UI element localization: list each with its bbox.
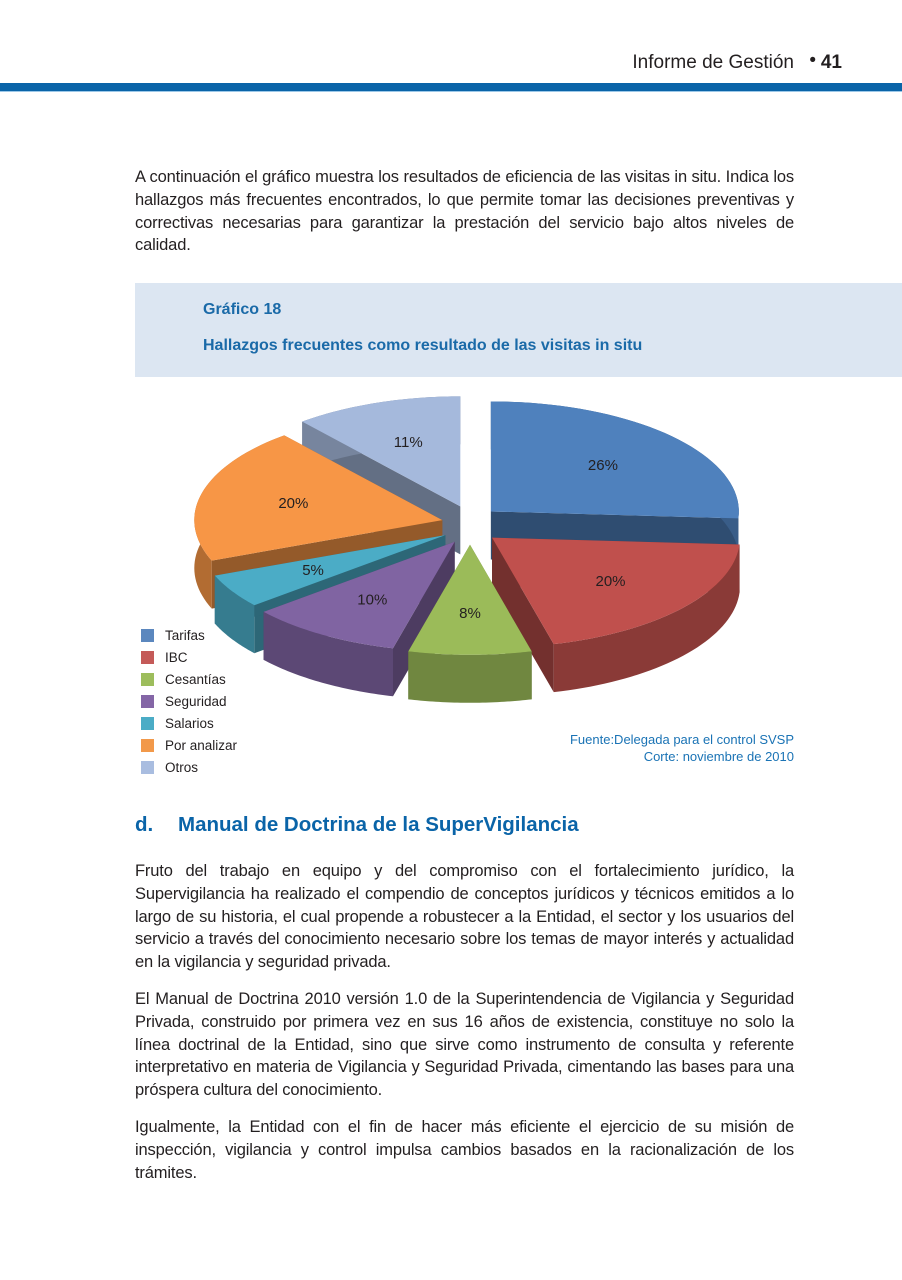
chart-number: Gráfico 18 — [203, 301, 282, 318]
page-number: 41 — [820, 52, 842, 73]
body-paragraph: Fruto del trabajo en equipo y del compromiso con el fortalecimiento jurídico, la Supervigilancia ha realizado el compendio de conceptos jurídicos y técnicos emitidos a lo largo de su historia, el cual propende a robustecer a la Entidad, el sector y los usuarios del servicio a través del conocimiento necesario sobre los temas de mayor interés y actualidad en la vigilancia y seguridad privada. — [135, 862, 794, 972]
legend-swatch — [141, 761, 154, 774]
source-line: Fuente:Delegada para el control SVSP — [569, 732, 794, 747]
legend-label: Salarios — [165, 715, 214, 731]
legend-swatch — [141, 629, 154, 642]
slice-percent-label: 10% — [357, 591, 388, 609]
legend-swatch — [141, 651, 154, 664]
slice-percent-label: 20% — [595, 573, 626, 591]
chart-title: Hallazgos frecuentes como resultado de las visitas in situ — [203, 337, 643, 354]
legend-swatch — [141, 673, 154, 686]
legend-label: Otros — [165, 759, 199, 775]
chart-legend — [141, 624, 237, 778]
header-title: Informe de Gestión — [632, 52, 794, 73]
legend-item — [141, 756, 237, 778]
legend-item — [141, 668, 237, 690]
legend-item — [141, 646, 237, 668]
slice-percent-label: 5% — [302, 561, 324, 579]
intro-paragraph: A continuación el gráfico muestra los resultados de eficiencia de las visitas in situ. Indica los hallazgos más frecuentes encontrados, lo que permite tomar las decisiones preventivas y correctivas necesarias para garantizar la prestación del servicio bajo altos niveles de calidad. — [135, 168, 794, 255]
section-heading — [135, 813, 579, 837]
slice-percent-label: 11% — [393, 434, 423, 452]
legend-label: Seguridad — [165, 693, 227, 709]
section-letter: d. — [135, 813, 154, 836]
legend-swatch — [141, 717, 154, 730]
section-title: Manual de Doctrina de la SuperVigilancia — [178, 813, 579, 836]
body-paragraph: Igualmente, la Entidad con el fin de hacer más eficiente el ejercicio de su misión de inspección, vigilancia y control impulsa cambios basados en la racionalización de los trámites. — [135, 1118, 794, 1182]
legend-swatch — [141, 739, 154, 752]
legend-label: Por analizar — [165, 737, 238, 753]
legend-label: Tarifas — [165, 627, 205, 643]
legend-swatch — [141, 695, 154, 708]
legend-label: IBC — [165, 649, 188, 665]
chart-source — [570, 731, 794, 765]
legend-label: Cesantías — [165, 671, 226, 687]
slice-percent-label: 8% — [459, 605, 481, 622]
legend-item — [141, 712, 237, 734]
body-paragraph: El Manual de Doctrina 2010 versión 1.0 de la Superintendencia de Vigilancia y Seguridad Privada, construido por primera vez en sus 16 años de existencia, constituye no solo la línea doctrinal de la Entidad, sino que sirve como instrumento de consulta y referente interpretativo en materia de Vigilancia y Seguridad Privada, cimentando las bases para una próspera cultura del conocimiento. — [135, 990, 794, 1100]
header-bullet: • — [809, 50, 816, 71]
legend-item — [141, 690, 237, 712]
source-date: Corte: noviembre de 2010 — [643, 749, 794, 764]
slice-percent-label: 26% — [587, 456, 618, 474]
legend-item — [141, 624, 237, 646]
legend-item — [141, 734, 237, 756]
slice-percent-label: 20% — [278, 495, 309, 513]
